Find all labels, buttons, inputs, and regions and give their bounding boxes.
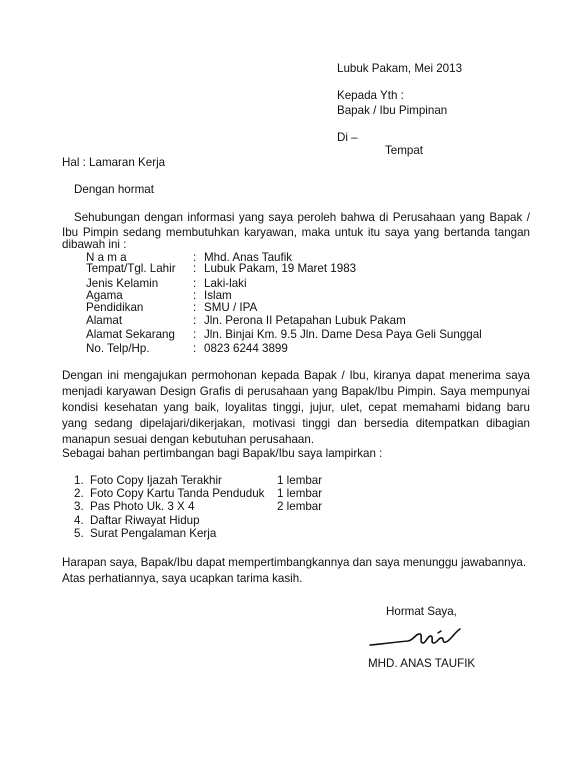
bio-value: Jln. Binjai Km. 9.5 Jln. Dame Desa Paya Geli Sunggal: [204, 328, 482, 341]
bio-label: Tempat/Tgl. Lahir: [86, 262, 176, 275]
signature-image: [368, 624, 468, 652]
di-label: Di –: [337, 131, 358, 144]
place-date: Lubuk Pakam, Mei 2013: [337, 62, 463, 75]
body-line-3: kondisi kesehatan yang baik, loyalitas tinggi, jujur, ulet, cepat memahami bidang baru: [62, 401, 530, 414]
bio-value: Lubuk Pakam, 19 Maret 1983: [204, 262, 357, 275]
intro-line-2: Ibu Pimpin sedang membutuhkan karyawan, maka untuk itu saya yang bertanda tangan: [62, 226, 530, 239]
bio-label: Jenis Kelamin: [86, 277, 159, 290]
bio-value: Mhd. Anas Taufik: [204, 251, 293, 264]
bio-label: Alamat Sekarang: [86, 328, 175, 341]
bio-value: Laki-laki: [204, 277, 247, 290]
item-text: Surat Pengalaman Kerja: [90, 527, 217, 540]
bio-value: SMU / IPA: [204, 301, 258, 314]
bio-label: No. Telp/Hp.: [86, 342, 150, 355]
item-text: Pas Photo Uk. 3 X 4: [90, 500, 195, 513]
bio-colon: :: [193, 262, 197, 275]
item-quantity: 1 lembar: [277, 487, 323, 500]
bio-label: Alamat: [86, 314, 123, 327]
bio-label: N a m a: [86, 251, 127, 264]
item-text: Foto Copy Kartu Tanda Penduduk: [90, 487, 265, 500]
bio-colon: :: [193, 342, 197, 355]
tempat-label: Tempat: [385, 144, 424, 157]
bio-colon: :: [193, 301, 197, 314]
item-number: 1.: [74, 474, 84, 487]
signoff-greeting: Hormat Saya,: [386, 605, 457, 618]
bio-colon: :: [193, 314, 197, 327]
body-line-1: Dengan ini mengajukan permohonan kepada Bapak / Ibu, kiranya dapat menerima saya: [62, 369, 530, 382]
item-text: Foto Copy Ijazah Terakhir: [90, 474, 222, 487]
body-line-4: yang sedang dipelajari/dikerjakan, motivasi tinggi dan bersedia ditempatkan dibagian: [62, 417, 530, 430]
signer-name: MHD. ANAS TAUFIK: [368, 657, 476, 670]
bio-label: Agama: [86, 289, 123, 302]
item-number: 5.: [74, 527, 84, 540]
item-quantity: 1 lembar: [277, 474, 323, 487]
item-text: Daftar Riwayat Hidup: [90, 514, 200, 527]
greeting: Dengan hormat: [74, 183, 154, 196]
item-quantity: 2 lembar: [277, 500, 323, 513]
item-number: 4.: [74, 514, 84, 527]
intro-line-1: Sehubungan dengan informasi yang saya peroleh bahwa di Perusahaan yang Bapak /: [74, 211, 530, 224]
attachments-intro: Sebagai bahan pertimbangan bagi Bapak/Ibu saya lampirkan :: [62, 447, 383, 460]
bio-label: Pendidikan: [86, 301, 144, 314]
item-number: 2.: [74, 487, 84, 500]
bio-colon: :: [193, 251, 197, 264]
body-paragraph: [62, 368, 530, 448]
bio-value: Islam: [204, 289, 232, 302]
recipient: Bapak / Ibu Pimpinan: [337, 104, 448, 117]
closing-line-2: Atas perhatiannya, saya ucapkan tarima kasih.: [62, 572, 303, 585]
body-line-2: menjadi karyawan Design Grafis di perusahaan yang Bapak/Ibu Pimpin. Saya mempunyai: [62, 385, 530, 398]
intro-paragraph: [62, 210, 530, 252]
body-line-5: manapun sesuai dengan kebutuhan perusahaan.: [62, 433, 315, 446]
bio-value: Jln. Perona II Petapahan Lubuk Pakam: [204, 314, 406, 327]
bio-colon: :: [193, 277, 197, 290]
item-number: 3.: [74, 500, 84, 513]
closing-paragraph: [62, 555, 526, 587]
kepada-label: Kepada Yth :: [337, 89, 404, 102]
intro-line-3: dibawah ini :: [62, 238, 127, 251]
bio-colon: :: [193, 328, 197, 341]
bio-colon: :: [193, 289, 197, 302]
bio-value: 0823 6244 3899: [204, 342, 288, 355]
closing-line-1: Harapan saya, Bapak/Ibu dapat mempertimbangkannya dan saya menunggu jawabannya.: [62, 556, 527, 569]
subject-line: Hal : Lamaran Kerja: [62, 156, 166, 169]
